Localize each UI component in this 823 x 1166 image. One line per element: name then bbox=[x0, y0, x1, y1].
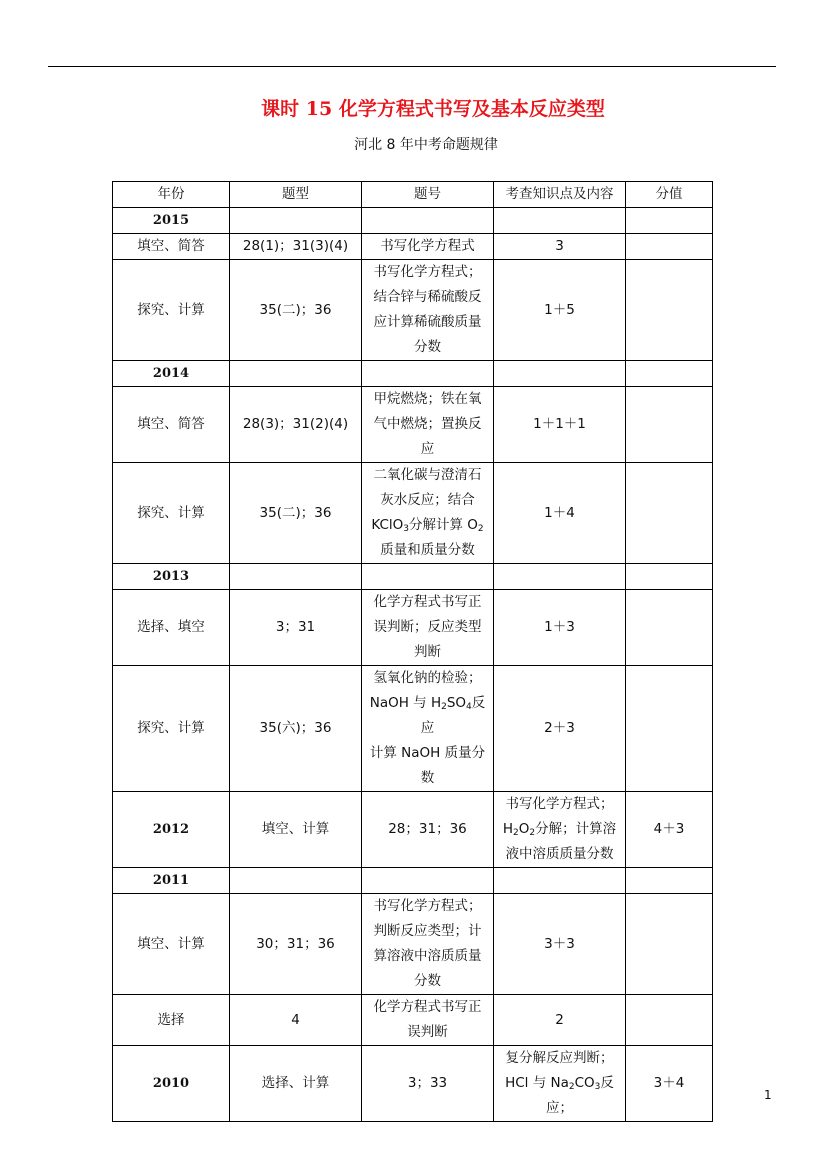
empty-cell bbox=[626, 234, 713, 260]
question-number-cell: 30；31；36 bbox=[230, 894, 362, 995]
table-row bbox=[113, 463, 713, 564]
content-line: 误判断；反应类型 bbox=[373, 619, 482, 635]
knowledge-content-cell bbox=[494, 792, 626, 868]
column-header-type: 题型 bbox=[230, 182, 362, 208]
empty-cell bbox=[230, 564, 362, 590]
year-cell: 2011 bbox=[113, 868, 230, 894]
year-cell: 2015 bbox=[113, 208, 230, 234]
question-type-cell: 探究、计算 bbox=[113, 463, 230, 564]
column-header-content: 考查知识点及内容 bbox=[494, 182, 626, 208]
score-cell: 1＋1＋1 bbox=[494, 387, 626, 463]
content-line: 分数 bbox=[414, 973, 441, 989]
content-line: 氢氧化钠的检验； bbox=[373, 670, 482, 686]
content-line: 分数 bbox=[414, 339, 441, 355]
table-row bbox=[113, 234, 713, 260]
empty-cell bbox=[494, 868, 626, 894]
content-line: 书写化学方程式； bbox=[373, 898, 482, 914]
table-row bbox=[113, 260, 713, 361]
empty-cell bbox=[626, 208, 713, 234]
year-cell: 2010 bbox=[113, 1046, 230, 1122]
knowledge-content-cell bbox=[494, 1046, 626, 1122]
empty-cell bbox=[626, 995, 713, 1046]
score-cell: 1＋3 bbox=[494, 590, 626, 666]
score-cell: 3＋4 bbox=[626, 1046, 713, 1122]
knowledge-content-cell bbox=[362, 260, 494, 361]
knowledge-content-cell bbox=[362, 894, 494, 995]
knowledge-content-cell bbox=[362, 995, 494, 1046]
empty-cell bbox=[362, 208, 494, 234]
content-line: HCl 与 $Na_2CO_3$反应； bbox=[505, 1075, 614, 1116]
content-line: 书写化学方程式 bbox=[380, 238, 475, 254]
table-row bbox=[113, 894, 713, 995]
empty-cell bbox=[230, 868, 362, 894]
content-line: 书写化学方程式； bbox=[373, 264, 482, 280]
question-number-cell: 3；33 bbox=[362, 1046, 494, 1122]
empty-cell bbox=[362, 564, 494, 590]
empty-cell bbox=[230, 208, 362, 234]
empty-cell bbox=[626, 361, 713, 387]
question-type-cell: 选择、计算 bbox=[230, 1046, 362, 1122]
empty-cell bbox=[626, 868, 713, 894]
content-line: 液中溶质质量分数 bbox=[505, 846, 614, 862]
score-cell: 2＋3 bbox=[494, 666, 626, 792]
content-line: 甲烷燃烧；铁在氧 bbox=[373, 391, 482, 407]
content-line: 化学方程式书写正 bbox=[373, 999, 482, 1015]
content-line: 算溶液中溶质质量 bbox=[373, 948, 482, 964]
table-row bbox=[113, 1046, 713, 1122]
knowledge-content-cell bbox=[362, 463, 494, 564]
knowledge-content-cell bbox=[362, 590, 494, 666]
table-row bbox=[113, 995, 713, 1046]
table-row bbox=[113, 590, 713, 666]
content-line: 计算 NaOH 质量分 bbox=[369, 745, 486, 761]
question-number-cell: 35(六)；36 bbox=[230, 666, 362, 792]
content-line: 二氧化碳与澄清石 bbox=[373, 467, 482, 483]
empty-cell bbox=[626, 463, 713, 564]
content-line: 判断 bbox=[414, 644, 441, 660]
question-number-cell: 4 bbox=[230, 995, 362, 1046]
page-subtitle: 河北 8 年中考命题规律 bbox=[354, 137, 498, 153]
question-number-cell: 35(二)；36 bbox=[230, 260, 362, 361]
column-header-score: 分值 bbox=[626, 182, 713, 208]
score-cell: 2 bbox=[494, 995, 626, 1046]
question-type-cell: 选择 bbox=[113, 995, 230, 1046]
content-line: 质量和质量分数 bbox=[380, 542, 475, 558]
question-number-cell: 28(1)；31(3)(4) bbox=[230, 234, 362, 260]
score-cell: 3 bbox=[494, 234, 626, 260]
table-row bbox=[113, 868, 713, 894]
question-type-cell: 探究、计算 bbox=[113, 260, 230, 361]
content-line: 复分解反应判断； bbox=[505, 1050, 614, 1066]
score-cell: 4＋3 bbox=[626, 792, 713, 868]
question-type-cell: 选择、填空 bbox=[113, 590, 230, 666]
year-cell: 2013 bbox=[113, 564, 230, 590]
question-type-cell: 填空、计算 bbox=[230, 792, 362, 868]
empty-cell bbox=[362, 361, 494, 387]
content-line: 数 bbox=[420, 770, 435, 786]
question-type-cell: 填空、简答 bbox=[113, 387, 230, 463]
content-line: 灰水反应；结合 bbox=[380, 492, 475, 508]
content-line: 书写化学方程式； bbox=[505, 796, 614, 812]
question-type-cell: 填空、简答 bbox=[113, 234, 230, 260]
content-line: NaOH 与 $H_2SO_4$反应 bbox=[369, 695, 486, 736]
empty-cell bbox=[626, 387, 713, 463]
content-line: 气中燃烧；置换反 bbox=[373, 416, 482, 432]
page-number: 1 bbox=[764, 1088, 772, 1102]
question-number-cell: 3；31 bbox=[230, 590, 362, 666]
score-cell: 3＋3 bbox=[494, 894, 626, 995]
content-line: 应计算稀硫酸质量 bbox=[373, 314, 482, 330]
year-cell: 2014 bbox=[113, 361, 230, 387]
year-cell: 2012 bbox=[113, 792, 230, 868]
table-row bbox=[113, 666, 713, 792]
column-header-number: 题号 bbox=[362, 182, 494, 208]
column-header-year: 年份 bbox=[113, 182, 230, 208]
empty-cell bbox=[494, 208, 626, 234]
empty-cell bbox=[626, 590, 713, 666]
table-row bbox=[113, 792, 713, 868]
page-title: 课时 15 化学方程式书写及基本反应类型 bbox=[261, 98, 605, 120]
header-rule bbox=[48, 66, 776, 67]
question-number-cell: 28(3)；31(2)(4) bbox=[230, 387, 362, 463]
content-line: 判断反应类型；计 bbox=[373, 923, 482, 939]
question-type-cell: 探究、计算 bbox=[113, 666, 230, 792]
content-line: 应 bbox=[420, 441, 435, 457]
content-line: $H_2O_2$分解；计算溶 bbox=[502, 821, 617, 838]
knowledge-content-cell bbox=[362, 666, 494, 792]
empty-cell bbox=[626, 894, 713, 995]
exam-pattern-table bbox=[112, 181, 713, 1122]
question-number-cell: 28；31；36 bbox=[362, 792, 494, 868]
empty-cell bbox=[626, 260, 713, 361]
knowledge-content-cell bbox=[362, 234, 494, 260]
knowledge-content-cell bbox=[362, 387, 494, 463]
empty-cell bbox=[230, 361, 362, 387]
table-row bbox=[113, 387, 713, 463]
table-row bbox=[113, 208, 713, 234]
content-line: 结合锌与稀硫酸反 bbox=[373, 289, 482, 305]
empty-cell bbox=[362, 868, 494, 894]
table-row bbox=[113, 564, 713, 590]
score-cell: 1＋5 bbox=[494, 260, 626, 361]
table-header-row bbox=[113, 182, 713, 208]
empty-cell bbox=[626, 666, 713, 792]
content-line: 误判断 bbox=[407, 1024, 448, 1040]
content-line: KClO$_3$分解计算 $O_2$ bbox=[371, 517, 484, 534]
table-body bbox=[113, 208, 713, 1122]
question-type-cell: 填空、计算 bbox=[113, 894, 230, 995]
empty-cell bbox=[494, 361, 626, 387]
empty-cell bbox=[626, 564, 713, 590]
content-line: 化学方程式书写正 bbox=[373, 594, 482, 610]
empty-cell bbox=[494, 564, 626, 590]
score-cell: 1＋4 bbox=[494, 463, 626, 564]
table-row bbox=[113, 361, 713, 387]
question-number-cell: 35(二)；36 bbox=[230, 463, 362, 564]
